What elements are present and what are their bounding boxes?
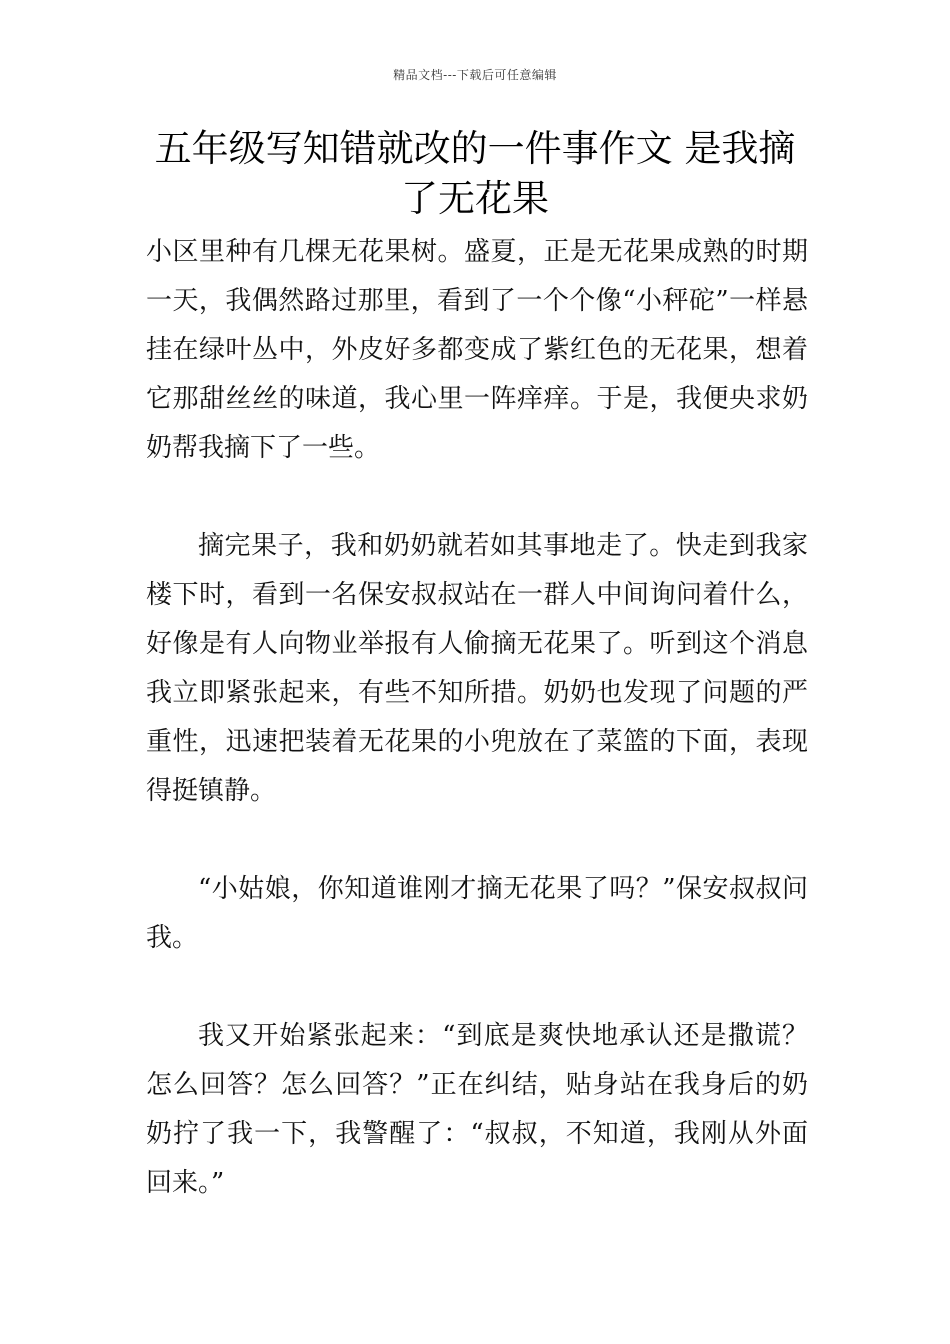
document-body <box>146 228 808 1208</box>
document-title: 五年级写知错就改的一件事作文 是我摘了无花果 <box>154 127 796 220</box>
paragraph-spacer <box>146 963 808 1012</box>
paragraph-spacer <box>146 473 808 522</box>
paragraph-4: 我又开始紧张起来：“到底是爽快地承认还是撒谎？怎么回答？怎么回答？”正在纠结，贴身站在我身后的奶奶拧了我一下，我警醒了：“叔叔，不知道，我刚从外面回来。” <box>146 1021 808 1198</box>
paragraph-1: 小区里种有几棵无花果树。盛夏，正是无花果成熟的时期一天，我偶然路过那里，看到了一个个像“小秤砣”一样悬挂在绿叶丛中，外皮好多都变成了紫红色的无花果，想着它那甜丝丝的味道，我心里一阵痒痒。于是，我便央求奶奶帮我摘下了一些。 <box>146 237 808 463</box>
paragraph-2: 摘完果子，我和奶奶就若如其事地走了。快走到我家楼下时，看到一名保安叔叔站在一群人中间询问着什么，好像是有人向物业举报有人偷摘无花果了。听到这个消息我立即紧张起来，有些不知所措。奶奶也发现了问题的严重性，迅速把装着无花果的小兜放在了菜篮的下面，表现得挺镇静。 <box>146 531 808 806</box>
header-note: 精品文档---下载后可任意编辑 <box>393 68 557 82</box>
paragraph-spacer <box>146 816 808 865</box>
paragraph-3: “小姑娘，你知道谁刚才摘无花果了吗？”保安叔叔问我。 <box>146 874 808 953</box>
